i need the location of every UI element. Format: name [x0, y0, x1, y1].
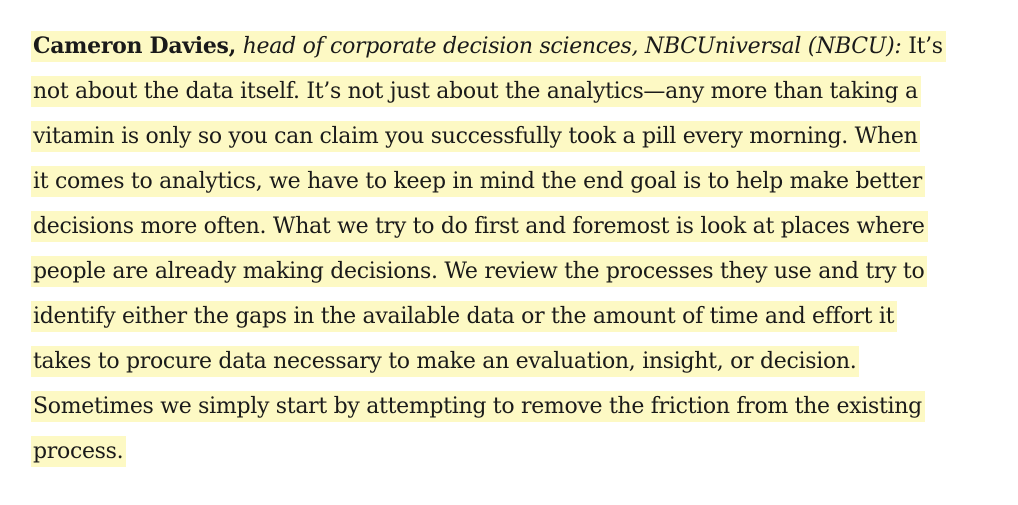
quote-text: vitamin is only so you can claim you successfully took a pill every morning. When [31, 121, 920, 152]
quote-line [31, 121, 920, 152]
quote-line [31, 391, 925, 422]
speaker-name: Cameron Davies, [33, 33, 236, 59]
quote-text: takes to procure data necessary to make an evaluation, insight, or decision. [31, 346, 859, 377]
quote-line [31, 346, 859, 377]
quote-line [31, 31, 946, 62]
quote-line [31, 76, 921, 107]
quote-text: decisions more often. What we try to do first and foremost is look at places where [31, 211, 928, 242]
quote-text: people are already making decisions. We review the processes they use and try to [31, 256, 927, 287]
quote-line [31, 256, 927, 287]
quote-text: not about the data itself. It’s not just about the analytics—any more than taking a [31, 76, 921, 107]
quote-text: identify either the gaps in the available data or the amount of time and effort it [31, 301, 897, 332]
quote-text: it comes to analytics, we have to keep in mind the end goal is to help make better [31, 166, 925, 197]
quote-text: process. [31, 436, 126, 467]
quote-line [31, 166, 925, 197]
speaker-role: head of corporate decision sciences, NBCUniversal (NBCU): [242, 34, 902, 59]
quote-text: It’s [908, 34, 943, 59]
quote-line [31, 211, 928, 242]
quote-text: Sometimes we simply start by attempting to remove the friction from the existing [31, 391, 925, 422]
highlight-span [31, 31, 946, 62]
quote-line [31, 301, 897, 332]
quote-line [31, 436, 126, 467]
